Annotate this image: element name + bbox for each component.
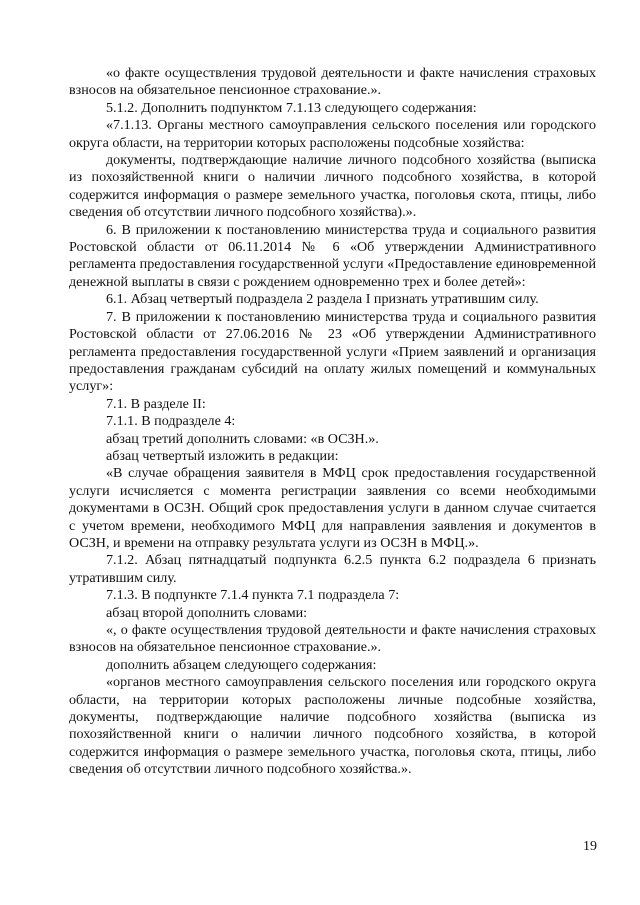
paragraph: 7.1. В разделе II: [106, 395, 206, 412]
paragraph: абзац третий дополнить словами: «в ОСЗН.». [106, 430, 379, 447]
paragraph: 5.1.2. Дополнить подпунктом 7.1.13 следующего содержания: [106, 99, 477, 116]
paragraph: дополнить абзацем следующего содержания: [106, 656, 377, 673]
paragraph: «В случае обращения заявителя в МФЦ срок предоставления государственной услуги исчисляется с момента регистрации заявления со всеми необходимыми документами в ОСЗН. Общий срок предоставления услуги в данном случае считается с учетом времени, необходимого МФЦ для направления заявления и документов в ОСЗН, и времени на отправку результата услуги из ОСЗН в МФЦ.». [69, 465, 596, 551]
paragraph: 7.1.2. Абзац пятнадцатый подпункта 6.2.5 пункта 6.2 подраздела 6 признать утратившим силу. [69, 552, 596, 586]
paragraph: 6. В приложении к постановлению министерства труда и социального развития Ростовской области от 06.11.2014 № 6 «Об утверждении Административного регламента предоставления государственной услуги «Предоставление единовременной денежной выплаты в связи с рождением одновременно трех и более детей»: [69, 221, 596, 290]
page-number: 19 [583, 839, 597, 854]
paragraph: 6.1. Абзац четвертый подраздела 2 раздела I признать утратившим силу. [106, 291, 539, 308]
paragraph: 7. В приложении к постановлению министерства труда и социального развития Ростовской области от 27.06.2016 № 23 «Об утверждении Административного регламента предоставления государственной услуги «Прием заявлений и организация предоставления гражданам субсидий на оплату жилых помещений и коммунальных услуг»: [69, 308, 596, 395]
paragraph: абзац четвертый изложить в редакции: [106, 447, 339, 464]
paragraph: «о факте осуществления трудовой деятельности и факте начисления страховых взносов на обязательное пенсионное страхование.». [69, 65, 596, 99]
paragraph: 7.1.1. В подразделе 4: [106, 413, 236, 430]
document-body [69, 65, 596, 779]
paragraph: абзац второй дополнить словами: [106, 604, 308, 621]
paragraph: «, о факте осуществления трудовой деятельности и факте начисления страховых взносов на обязательное пенсионное страхование.». [69, 622, 596, 656]
paragraph: «органов местного самоуправления сельского поселения или городского округа области, на территории которых расположены личные подсобные хозяйства, документы, подтверждающие наличие подсобного хозяйства (выписка из похозяйственной книги о наличии личного подсобного хозяйства, в которой содержится информация о размере земельного участка, поголовья скота, птицы, либо сведения об отсутствии личного подсобного хозяйства.». [69, 674, 596, 778]
paragraph: «7.1.13. Органы местного самоуправления сельского поселения или городского округа области, на территории которых расположены подсобные хозяйства: [69, 117, 596, 151]
paragraph: документы, подтверждающие наличие личного подсобного хозяйства (выписка из похозяйственной книги о наличии личного подсобного хозяйства, в которой содержится информация о размере земельного участка, поголовья скота, птицы, либо сведения об отсутствии личного подсобного хозяйства).». [69, 152, 596, 221]
paragraph: 7.1.3. В подпункте 7.1.4 пункта 7.1 подраздела 7: [106, 587, 400, 604]
